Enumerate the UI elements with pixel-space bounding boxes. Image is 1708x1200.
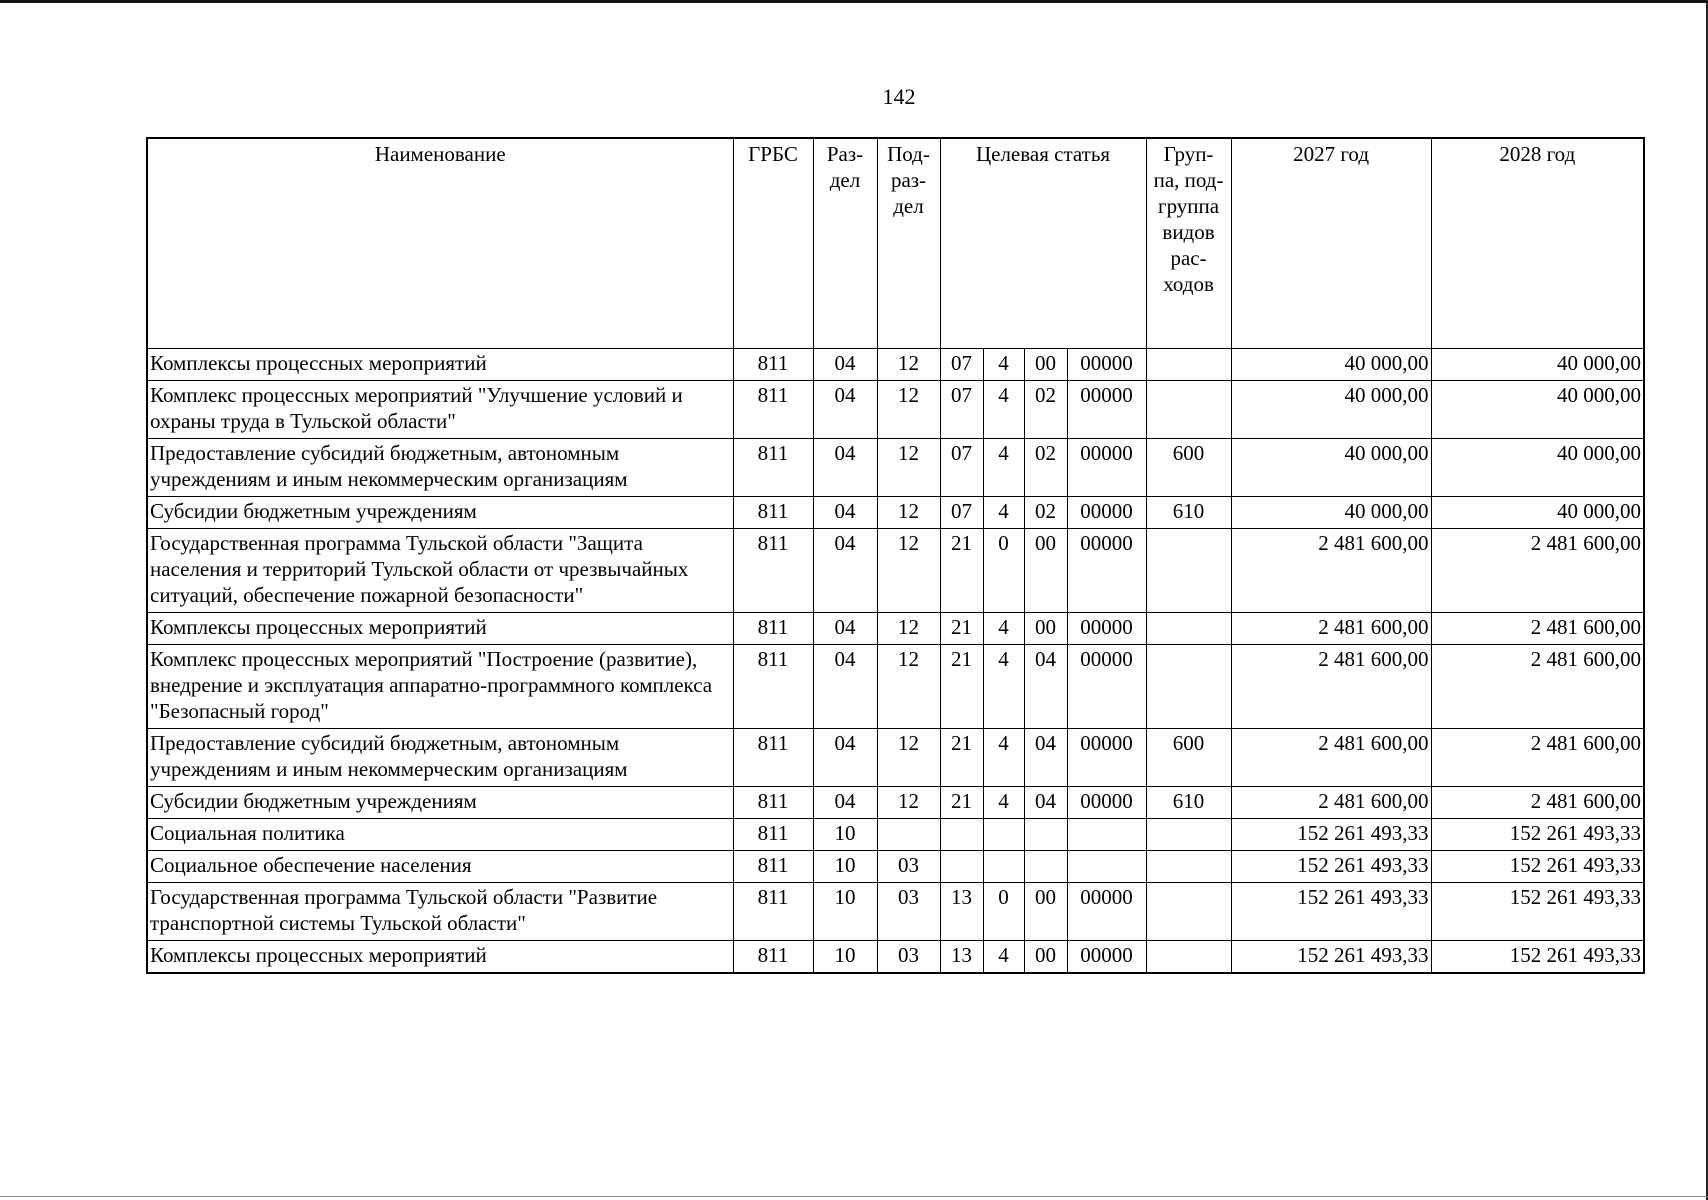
header-podrazdel: Под- раз- дел [877, 138, 940, 349]
row-expense-group-cell: 610 [1146, 787, 1231, 819]
row-target-type-cell: 4 [983, 349, 1024, 381]
row-amount-2027-cell: 2 481 600,00 [1231, 613, 1431, 645]
page-number: 142 [882, 84, 916, 109]
row-expense-group-cell [1146, 613, 1231, 645]
row-name-cell: Комплексы процессных мероприятий [147, 349, 733, 381]
row-target-type-cell: 4 [983, 941, 1024, 974]
row-target-program-cell: 13 [940, 941, 983, 974]
table-row [147, 729, 1644, 787]
row-target-element-cell [1024, 819, 1067, 851]
row-name-cell: Государственная программа Тульской области "Развитие транспортной системы Тульской области" [147, 883, 733, 941]
header-expense-group: Груп- па, под- группа видов рас- ходов [1146, 138, 1231, 349]
row-target-type-cell: 0 [983, 529, 1024, 613]
row-target-element-cell: 00 [1024, 349, 1067, 381]
header-name: Наименование [147, 138, 733, 349]
row-expense-group-cell: 610 [1146, 497, 1231, 529]
row-podrazdel-cell: 12 [877, 349, 940, 381]
row-expense-group-cell [1146, 381, 1231, 439]
row-razdel-cell: 04 [813, 529, 877, 613]
row-name-cell: Комплекс процессных мероприятий "Улучшение условий и охраны труда в Тульской области" [147, 381, 733, 439]
row-target-program-cell [940, 819, 983, 851]
row-amount-2028-cell: 152 261 493,33 [1431, 851, 1644, 883]
row-target-type-cell: 4 [983, 439, 1024, 497]
scan-edge-top [0, 0, 1708, 3]
row-amount-2028-cell: 40 000,00 [1431, 349, 1644, 381]
row-amount-2028-cell: 2 481 600,00 [1431, 645, 1644, 729]
row-grbs-cell: 811 [733, 787, 813, 819]
row-name-cell: Субсидии бюджетным учреждениям [147, 497, 733, 529]
table-row [147, 439, 1644, 497]
row-name-cell: Предоставление субсидий бюджетным, автономным учреждениям и иным некоммерческим организациям [147, 729, 733, 787]
row-target-element-cell [1024, 851, 1067, 883]
table-row [147, 645, 1644, 729]
row-name-cell: Предоставление субсидий бюджетным, автономным учреждениям и иным некоммерческим организациям [147, 439, 733, 497]
row-grbs-cell: 811 [733, 381, 813, 439]
row-podrazdel-cell: 12 [877, 613, 940, 645]
row-razdel-cell: 04 [813, 787, 877, 819]
row-grbs-cell: 811 [733, 941, 813, 974]
row-expense-group-cell [1146, 941, 1231, 974]
budget-table [146, 137, 1645, 974]
header-target-article: Целевая статья [940, 138, 1146, 349]
row-target-type-cell: 4 [983, 729, 1024, 787]
row-podrazdel-cell: 12 [877, 439, 940, 497]
row-target-type-cell [983, 819, 1024, 851]
row-grbs-cell: 811 [733, 349, 813, 381]
row-amount-2027-cell: 152 261 493,33 [1231, 883, 1431, 941]
row-target-direction-cell: 00000 [1067, 729, 1146, 787]
row-amount-2028-cell: 2 481 600,00 [1431, 729, 1644, 787]
table-row [147, 941, 1644, 974]
row-target-type-cell: 4 [983, 645, 1024, 729]
row-expense-group-cell [1146, 851, 1231, 883]
header-2027: 2027 год [1231, 138, 1431, 349]
table-row [147, 883, 1644, 941]
row-amount-2027-cell: 40 000,00 [1231, 497, 1431, 529]
row-target-program-cell: 21 [940, 787, 983, 819]
row-razdel-cell: 10 [813, 941, 877, 974]
row-razdel-cell: 04 [813, 613, 877, 645]
row-target-program-cell: 07 [940, 381, 983, 439]
row-name-cell: Социальная политика [147, 819, 733, 851]
row-grbs-cell: 811 [733, 613, 813, 645]
scan-edge-bottom [0, 1196, 1708, 1197]
row-grbs-cell: 811 [733, 729, 813, 787]
row-amount-2028-cell: 40 000,00 [1431, 497, 1644, 529]
row-target-program-cell: 07 [940, 497, 983, 529]
row-grbs-cell: 811 [733, 851, 813, 883]
row-target-element-cell: 00 [1024, 883, 1067, 941]
header-razdel: Раз- дел [813, 138, 877, 349]
row-target-direction-cell: 00000 [1067, 941, 1146, 974]
row-amount-2027-cell: 2 481 600,00 [1231, 645, 1431, 729]
row-razdel-cell: 04 [813, 497, 877, 529]
row-target-element-cell: 02 [1024, 439, 1067, 497]
row-grbs-cell: 811 [733, 529, 813, 613]
row-target-program-cell: 21 [940, 729, 983, 787]
row-amount-2027-cell: 152 261 493,33 [1231, 851, 1431, 883]
row-amount-2027-cell: 40 000,00 [1231, 381, 1431, 439]
table-row [147, 497, 1644, 529]
row-name-cell: Комплексы процессных мероприятий [147, 613, 733, 645]
row-target-program-cell: 13 [940, 883, 983, 941]
table-row [147, 349, 1644, 381]
row-amount-2028-cell: 152 261 493,33 [1431, 883, 1644, 941]
row-target-element-cell: 04 [1024, 787, 1067, 819]
row-razdel-cell: 04 [813, 729, 877, 787]
row-target-element-cell: 00 [1024, 941, 1067, 974]
row-name-cell: Государственная программа Тульской области "Защита населения и территорий Тульской области от чрезвычайных ситуаций, обеспечение пожарной безопасности" [147, 529, 733, 613]
row-target-direction-cell: 00000 [1067, 787, 1146, 819]
header-grbs: ГРБС [733, 138, 813, 349]
row-amount-2028-cell: 152 261 493,33 [1431, 941, 1644, 974]
row-amount-2027-cell: 152 261 493,33 [1231, 819, 1431, 851]
row-target-direction-cell: 00000 [1067, 613, 1146, 645]
row-grbs-cell: 811 [733, 883, 813, 941]
row-razdel-cell: 04 [813, 645, 877, 729]
row-amount-2027-cell: 2 481 600,00 [1231, 729, 1431, 787]
row-grbs-cell: 811 [733, 439, 813, 497]
row-razdel-cell: 04 [813, 349, 877, 381]
table-header-row [147, 138, 1644, 349]
row-target-program-cell: 21 [940, 645, 983, 729]
row-target-program-cell: 07 [940, 349, 983, 381]
row-target-type-cell: 4 [983, 613, 1024, 645]
row-razdel-cell: 04 [813, 439, 877, 497]
table-row [147, 819, 1644, 851]
row-target-element-cell: 02 [1024, 497, 1067, 529]
row-podrazdel-cell: 03 [877, 851, 940, 883]
row-expense-group-cell [1146, 529, 1231, 613]
row-podrazdel-cell: 12 [877, 645, 940, 729]
row-amount-2028-cell: 2 481 600,00 [1431, 613, 1644, 645]
row-expense-group-cell [1146, 883, 1231, 941]
table-row [147, 851, 1644, 883]
row-target-type-cell: 4 [983, 497, 1024, 529]
row-podrazdel-cell: 12 [877, 729, 940, 787]
row-podrazdel-cell: 12 [877, 497, 940, 529]
row-podrazdel-cell: 12 [877, 529, 940, 613]
row-podrazdel-cell: 12 [877, 787, 940, 819]
row-amount-2028-cell: 152 261 493,33 [1431, 819, 1644, 851]
row-podrazdel-cell: 12 [877, 381, 940, 439]
row-amount-2028-cell: 2 481 600,00 [1431, 787, 1644, 819]
row-target-element-cell: 04 [1024, 729, 1067, 787]
row-target-direction-cell: 00000 [1067, 439, 1146, 497]
row-expense-group-cell [1146, 349, 1231, 381]
row-target-element-cell: 04 [1024, 645, 1067, 729]
row-amount-2027-cell: 40 000,00 [1231, 349, 1431, 381]
row-target-type-cell [983, 851, 1024, 883]
row-name-cell: Комплекс процессных мероприятий "Построение (развитие), внедрение и эксплуатация аппаратно-программного комплекса "Безопасный город" [147, 645, 733, 729]
row-razdel-cell: 10 [813, 851, 877, 883]
row-razdel-cell: 10 [813, 819, 877, 851]
row-target-program-cell: 07 [940, 439, 983, 497]
row-name-cell: Социальное обеспечение населения [147, 851, 733, 883]
table-row [147, 381, 1644, 439]
row-target-direction-cell: 00000 [1067, 645, 1146, 729]
row-amount-2027-cell: 2 481 600,00 [1231, 787, 1431, 819]
row-target-direction-cell [1067, 851, 1146, 883]
table-row [147, 787, 1644, 819]
row-target-direction-cell: 00000 [1067, 497, 1146, 529]
row-target-direction-cell: 00000 [1067, 381, 1146, 439]
row-razdel-cell: 04 [813, 381, 877, 439]
row-target-element-cell: 02 [1024, 381, 1067, 439]
row-grbs-cell: 811 [733, 645, 813, 729]
row-target-type-cell: 4 [983, 787, 1024, 819]
row-name-cell: Субсидии бюджетным учреждениям [147, 787, 733, 819]
row-amount-2027-cell: 2 481 600,00 [1231, 529, 1431, 613]
row-amount-2027-cell: 40 000,00 [1231, 439, 1431, 497]
row-expense-group-cell: 600 [1146, 439, 1231, 497]
row-expense-group-cell [1146, 819, 1231, 851]
row-target-direction-cell [1067, 819, 1146, 851]
row-podrazdel-cell: 03 [877, 883, 940, 941]
row-amount-2028-cell: 40 000,00 [1431, 439, 1644, 497]
row-name-cell: Комплексы процессных мероприятий [147, 941, 733, 974]
row-expense-group-cell [1146, 645, 1231, 729]
row-grbs-cell: 811 [733, 819, 813, 851]
row-target-type-cell: 4 [983, 381, 1024, 439]
row-podrazdel-cell [877, 819, 940, 851]
row-amount-2027-cell: 152 261 493,33 [1231, 941, 1431, 974]
row-amount-2028-cell: 2 481 600,00 [1431, 529, 1644, 613]
row-target-type-cell: 0 [983, 883, 1024, 941]
row-grbs-cell: 811 [733, 497, 813, 529]
row-razdel-cell: 10 [813, 883, 877, 941]
table-row [147, 529, 1644, 613]
row-expense-group-cell: 600 [1146, 729, 1231, 787]
table-row [147, 613, 1644, 645]
row-target-direction-cell: 00000 [1067, 883, 1146, 941]
row-amount-2028-cell: 40 000,00 [1431, 381, 1644, 439]
row-target-direction-cell: 00000 [1067, 529, 1146, 613]
row-target-direction-cell: 00000 [1067, 349, 1146, 381]
header-2028: 2028 год [1431, 138, 1644, 349]
row-target-program-cell: 21 [940, 529, 983, 613]
row-podrazdel-cell: 03 [877, 941, 940, 974]
row-target-program-cell: 21 [940, 613, 983, 645]
row-target-program-cell [940, 851, 983, 883]
row-target-element-cell: 00 [1024, 529, 1067, 613]
row-target-element-cell: 00 [1024, 613, 1067, 645]
